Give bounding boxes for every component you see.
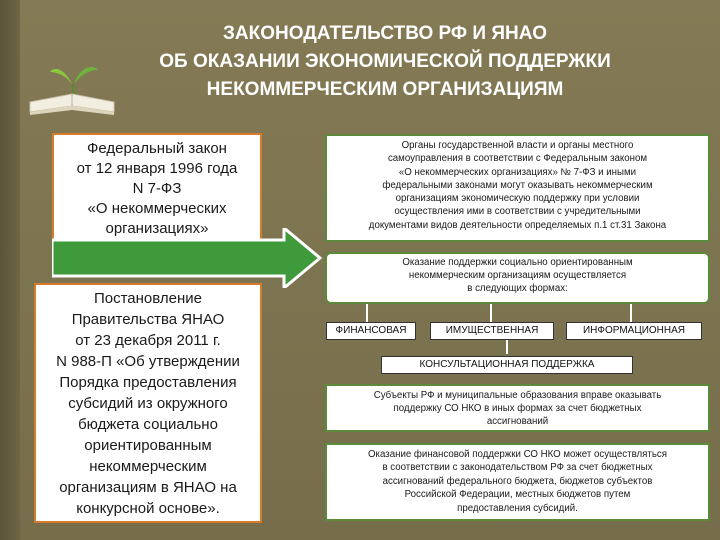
federal-law-line: «О некоммерческих [87,200,227,217]
authorities-line: осуществления ими в соответствии с учредительными [394,206,641,218]
slide-title [80,20,690,104]
title-line-1: ЗАКОНОДАТЕЛЬСТВО РФ И ЯНАО [223,23,547,44]
authorities-line: документами видов деятельности определяемых п.1 ст.31 Закона [368,219,667,231]
decree-line: Правительства ЯНАО [71,311,225,328]
connector-line [630,304,632,324]
authorities-line: федеральными законами могут оказывать некоммерческим [382,179,653,191]
title-line-2: ОБ ОКАЗАНИИ ЭКОНОМИЧЕСКОЙ ПОДДЕРЖКИ [159,51,611,72]
authorities-line: «О некоммерческих организациях» № 7-ФЗ и иными [398,166,637,178]
federal-law-line: организациях» [105,220,209,237]
financial-line: Российской Федерации, местных бюджетов путем [404,489,631,501]
financial-line: в соответствии с законодательством РФ за счет бюджетных [382,462,653,474]
informational-support-label: ИНФОРМАЦИОННАЯ [566,322,702,340]
decree-line: субсидий из окружного [68,395,228,412]
decree-line: конкурсной основе». [76,500,220,517]
subjects-box [325,384,710,432]
authorities-line: организациям экономическую поддержку при условии [395,193,640,205]
connector-line [490,304,492,324]
subjects-line: Субъекты РФ и муниципальные образования вправе оказывать [373,390,662,401]
decree-line: Порядка предоставления [59,374,237,391]
authorities-line: Органы государственной власти и органы местного [401,140,634,151]
title-line-3: НЕКОММЕРЧЕСКИМ ОРГАНИЗАЦИЯМ [206,79,564,100]
financial-support-box [325,443,710,521]
federal-law-line: Федеральный закон [87,140,227,157]
government-decree-box [34,283,262,523]
right-arrow-icon [52,228,322,288]
connector-line [366,304,368,324]
federal-law-line: N 7-ФЗ [132,180,182,197]
forms-line: Оказание поддержки социально ориентированным [402,257,633,268]
decree-line: N 988-П «Об утверждении [56,353,240,370]
decree-line: от 23 декабря 2011 г. [75,332,221,349]
financial-line: предоставления субсидий. [457,502,578,514]
financial-line: Оказание финансовой поддержки СО НКО может осуществляться [368,449,667,460]
forms-line: некоммерческим организациям осуществляется [408,270,627,281]
financial-support-label: ФИНАНСОВАЯ [326,322,416,340]
decree-line: бюджета социально [78,416,218,433]
decree-line: ориентированным [84,437,212,454]
forms-line: в следующих формах: [467,283,568,294]
authorities-box [325,134,710,242]
consulting-support-label: КОНСУЛЬТАЦИОННАЯ ПОДДЕРЖКА [381,356,633,374]
support-forms-box [325,252,710,304]
left-decorative-bar [0,0,20,540]
property-support-label: ИМУЩЕСТВЕННАЯ [430,322,554,340]
federal-law-line: от 12 января 1996 года [76,160,238,177]
subjects-line: ассигнований [486,416,549,427]
decree-line: Постановление [93,290,203,307]
authorities-line: самоуправления в соответствии с Федеральным законом [387,153,648,165]
decree-line: организациям в ЯНАО на [59,479,237,496]
financial-line: ассигнований федерального бюджета, бюджетов субъектов [382,475,653,487]
decree-line: некоммерческим [89,458,207,475]
subjects-line: поддержку СО НКО в иных формах за счет бюджетных [393,403,642,414]
